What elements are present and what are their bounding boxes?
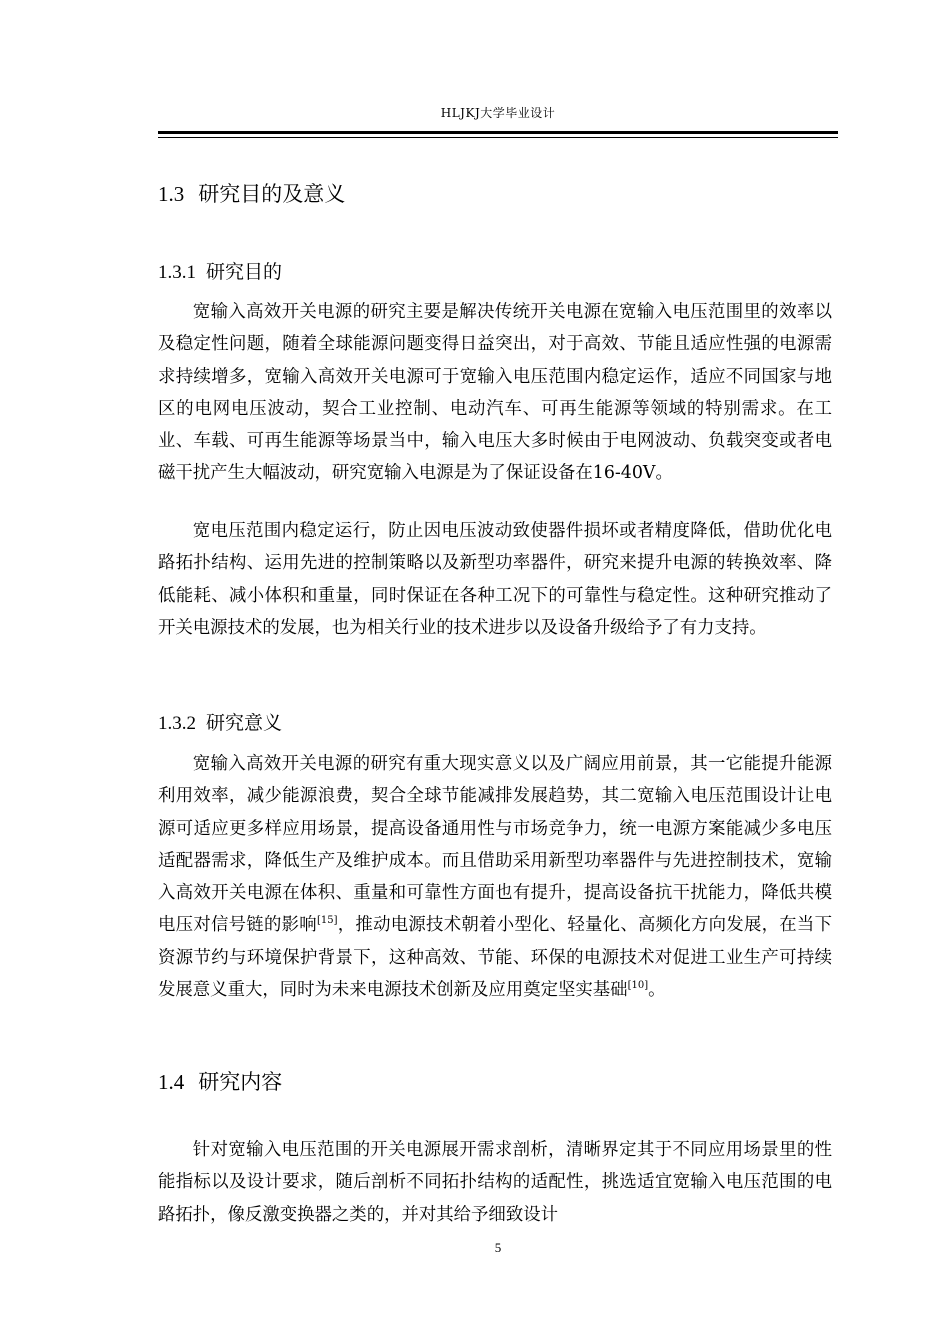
subsection-title: 研究目的 (206, 261, 283, 283)
citation-15: [15] (316, 915, 338, 927)
section-number: 1.4 (158, 1070, 185, 1094)
paragraph-purpose-2: 宽电压范围内稳定运行，防止因电压波动致使器件损坏或者精度降低，借助优化电路拓扑结构、运用先进的控制策略以及新型功率器件，研究来提升电源的转换效率、降低能耗、减小体积和重量，同时保证在各种工况下的可靠性与稳定性。这种研究推动了开关电源技术的发展，也为相关行业的技术进步以及设备升级给予了有力支持。 (158, 521, 832, 638)
subsection-heading-1-3-2 (158, 710, 282, 737)
header-rule-thick (158, 131, 838, 134)
subsection-title: 研究意义 (206, 712, 283, 734)
section-title: 研究目的及意义 (198, 182, 346, 206)
text-segment: 。 (648, 980, 666, 1001)
section-heading-1-3 (158, 180, 345, 208)
citation-10: [10] (627, 980, 649, 992)
paragraph-purpose-1: 宽输入高效开关电源的研究主要是解决传统开关电源在宽输入电压范围里的效率以及稳定性问题，随着全球能源问题变得日益突出，对于高效、节能且适应性强的电源需求持续增多，宽输入高效开关电源可于宽输入电压范围内稳定运作，适应不同国家与地区的电网电压波动，契合工业控制、电动汽车、可再生能源等领域的特别需求。在工业、车载、可再生能源等场景当中，输入电压大多时候由于电网波动、负载突变或者电磁干扰产生大幅波动，研究宽输入电源是为了保证设备在16-40V。 (158, 302, 832, 484)
subsection-heading-1-3-1 (158, 259, 282, 286)
page-header: HLJKJ大学毕业设计 (440, 106, 556, 120)
section-title: 研究内容 (198, 1070, 283, 1094)
section-heading-1-4 (158, 1068, 282, 1096)
paragraph-significance (158, 748, 832, 1006)
subsection-number: 1.3.2 (158, 713, 196, 734)
text-segment: ，推动电源技术朝着小型化、轻量化、高频化方向发展，在当下资源节约与环境保护背景下，这种高效、节能、环保的电源技术对促进工业生产可持续发展意义重大，同时为未来电源技术创新及应用奠定坚实基础 (158, 915, 832, 1001)
subsection-number: 1.3.1 (158, 262, 196, 283)
section-number: 1.3 (158, 182, 185, 206)
page-number: 5 (494, 1240, 502, 1255)
text-segment: 宽输入高效开关电源的研究有重大现实意义以及广阔应用前景，其一它能提升能源利用效率，减少能源浪费，契合全球节能减排发展趋势，其二宽输入电压范围设计让电源可适应更多样应用场景，提高设备通用性与市场竞争力，统一电源方案能减少多电压适配器需求，降低生产及维护成本。而且借助采用新型功率器件与先进控制技术，宽输入高效开关电源在体积、重量和可靠性方面也有提升，提高设备抗干扰能力，降低共模电压对信号链的影响 (158, 754, 832, 936)
header-rule-thin (158, 137, 838, 138)
paragraph-content: 针对宽输入电压范围的开关电源展开需求剖析，清晰界定其于不同应用场景里的性能指标以及设计要求，随后剖析不同拓扑结构的适配性，挑选适宜宽输入电压范围的电路拓扑，像反激变换器之类的，并对其给予细致设计 (158, 1140, 832, 1225)
